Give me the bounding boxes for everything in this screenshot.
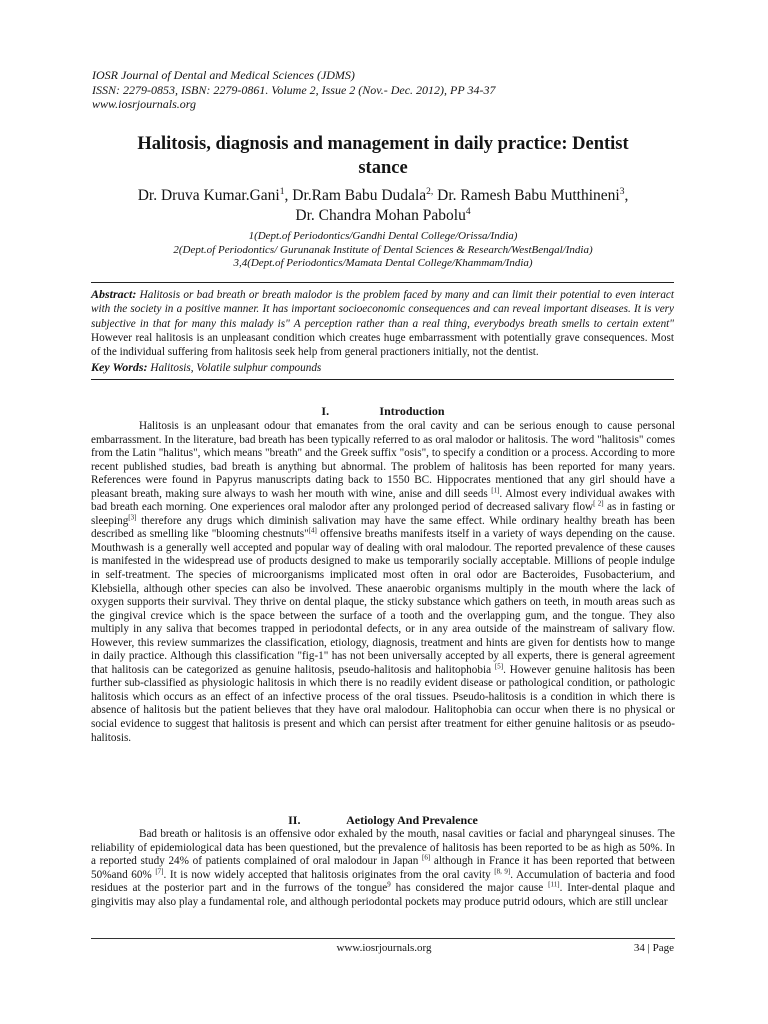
abstract-label: Abstract: [91, 287, 137, 301]
aetiology-text-3: . It is now widely accepted that halitosis originates from the oral cavity [163, 868, 495, 881]
citation-5: [5] [494, 662, 504, 671]
author-2-affil: 2, [426, 186, 434, 197]
issn-line: ISSN: 2279-0853, ISBN: 2279-0861. Volume 2, Issue 2 (Nov.- Dec. 2012), PP 34-37 [92, 82, 496, 97]
intro-text-2: . Almost every individual awakes with bad breath each morning. One experiences oral malodor after any prolonged period of decreased salivary flow [91, 487, 675, 514]
author-3-affil: 3 [619, 186, 625, 197]
author-1: Dr. Druva Kumar.Gani [137, 187, 280, 204]
page-number: 34 | Page [633, 942, 674, 954]
section-1-number: I. [321, 404, 330, 418]
citation-9: 9 [387, 880, 391, 889]
author-line-2 [88, 206, 678, 226]
section-2-title: Aetiology And Prevalence [346, 813, 478, 827]
author-3: Dr. Ramesh Babu Mutthineni [433, 187, 620, 204]
abstract-plain-text: However real halitosis is an unpleasant condition which creates huge embarrassment with potentially grave consequences. Most of the individual suffering from halitosis seek help from general practioners initially, not the dentist. [91, 331, 674, 359]
author-list [88, 186, 678, 226]
citation-8-9: [8, 9] [494, 866, 511, 875]
aetiology-text-6: . Inter-dental plaque and gingivitis may also play a fundamental role, and although periodontal pockets may produce putrid odours, which are still unclear [91, 882, 675, 908]
footer-website: www.iosrjournals.org [336, 942, 432, 954]
citation-1: [1] [491, 486, 500, 494]
journal-header [92, 68, 712, 112]
journal-name: IOSR Journal of Dental and Medical Sciences (JDMS) [92, 68, 355, 82]
author-3-tail: , [624, 187, 629, 204]
author-line-1 [88, 186, 678, 206]
affiliation-2: 2(Dept.of Periodontics/ Gurunanak Institute of Dental Sciences & Research/WestBengal/India) [173, 243, 593, 256]
section-2-number: II. [288, 813, 301, 827]
author-4-affil: 4 [465, 206, 471, 217]
citation-6: [6] [422, 853, 431, 862]
keywords [91, 360, 674, 375]
abstract-italic-text: Halitosis or bad breath or breath malodor is the problem faced by many and can limit their potential to even interact with the society in a positive manner. It has important socioeconomic consequences and can reveal important diseases. It is very subjective in that for many this malady is" A perception rather than a real thing, everybodys breath smells to certain extent" [91, 289, 674, 330]
citation-4: [4] [308, 526, 317, 535]
section-1-heading [88, 404, 678, 418]
title-line-2: stance [358, 158, 408, 178]
intro-text-1: Halitosis is an unpleasant odour that emanates from the oral cavity and can be serious enough to cause personal embarrassment. In the literature, bad breath has been typically referred to as oral malodor or halitosis. The word "halitosis" comes from the Latin "halitus", which means "breath" and the Greek suffix "osis", to specify a condition or a process. According to more recent published studies, bad breath is anything but abnormal. The problem of halitosis has been reported for many years. References were found in Papyrus manuscripts dating back to 1550 BC. Hippocrates mentioned that any girl should have a pleasant breath, making sure always to wash her mouth with wine, anise and dill seeds [91, 420, 675, 500]
intro-text-3: as in fasting or sleeping [91, 501, 675, 527]
author-2: , Dr.Ram Babu Dudala [284, 187, 427, 204]
affiliation-3: 3,4(Dept.of Periodontics/Mamata Dental College/Khammam/India) [233, 257, 533, 269]
title-line-1: Halitosis, diagnosis and management in daily practice: Dentist [137, 134, 629, 154]
footer-divider [91, 938, 675, 939]
section-2-heading [88, 813, 678, 827]
keywords-label: Key Words: [91, 360, 148, 375]
paper-title [88, 132, 678, 180]
citation-3: [3] [128, 513, 137, 522]
author-4: Dr. Chandra Mohan Pabolu [295, 207, 466, 224]
intro-text-4: therefore any drugs which diminish salivation may have the same effect. While ordinary healthy breath has been described as smelling like "blooming chestnuts" [91, 514, 675, 541]
affiliation-1: 1(Dept.of Periodontics/Gandhi Dental College/Orissa/India) [248, 230, 518, 242]
citation-2: [ 2] [593, 499, 604, 508]
journal-website: www.iosrjournals.org [92, 97, 197, 111]
introduction-paragraph [91, 420, 675, 745]
section-1-title: Introduction [379, 404, 445, 418]
citation-11: [11] [548, 880, 560, 889]
author-1-affil: 1 [279, 186, 285, 197]
keywords-list: Halitosis, Volatile sulphur compounds [147, 362, 322, 375]
abstract-paragraph [91, 287, 674, 359]
abstract-box [91, 282, 674, 380]
intro-text-5: offensive breaths manifests itself in a variety of ways depending on the cause. Mouthwash is a generally well accepted and popular way of dealing with oral malodour. The reported prevalence of these causes is manifested in the widespread use of products designed to make us temporarily socially acceptable. Millions of people indulge in self-treatment. The species of microorganisms implicated most often in oral odor are Bacteroides, Fusobacterium, and Klebsiella, although other species can also be involved. These anaerobic organisms multiply in the mouth where the lack of oxygen supports their survival. They thrive on dental plaque, the sticky substance which gathers on teeth, in mouth areas such as the gingival crevice which is the space between the surface of a tooth and the overlapping gum, and the tongue. They also multiply in any saliva that becomes trapped in periodontal defects, or in any area outside of the mainstream of salivary flow. However, this review summarizes the classification, etiology, diagnosis, treatment and hints are given for dentists how to mange in daily practice. Although this classification "fig-1" has not been universally accepted by all experts, there is general agreement that halitosis can be categorized as genuine halitosis, pseudo-halitosis and halitophobia [91, 528, 675, 676]
intro-text-6: . However genuine halitosis has been further sub-classified as physiologic halitosis in which there is no readily evident disease or pathological condition, or pathologic halitosis which occurs as an effect of an infective process of the oral tissues. Pseudo-halitosis is a condition in which there is absence of halitosis but the patient believes that they have oral malodour. Halitophobia can occur when there is no physical or social evidence to suggest that halitosis is present and which can persist after treatment for either genuine halitosis or as pseudo-halitosis. [91, 663, 675, 744]
aetiology-text-5: has considered the major cause [390, 882, 549, 895]
affiliations [88, 230, 678, 271]
aetiology-text-2: although in France it has been reported that between 50%and 60% [91, 855, 676, 881]
aetiology-text-1: Bad breath or halitosis is an offensive odor exhaled by the mouth, nasal cavities or facial and pharyngeal sinuses. The reliability of epidemiological data has been questioned, but the prevalence of halitosis has been reported to be as high as 50%. In a reported study 24% of patients complained of oral malodour in Japan [91, 828, 675, 868]
aetiology-text-4: . Accumulation of bacteria and food residues at the posterior part and in the furrows of the tongue [91, 868, 676, 895]
aetiology-paragraph [91, 828, 675, 909]
citation-7: [7] [155, 866, 164, 875]
